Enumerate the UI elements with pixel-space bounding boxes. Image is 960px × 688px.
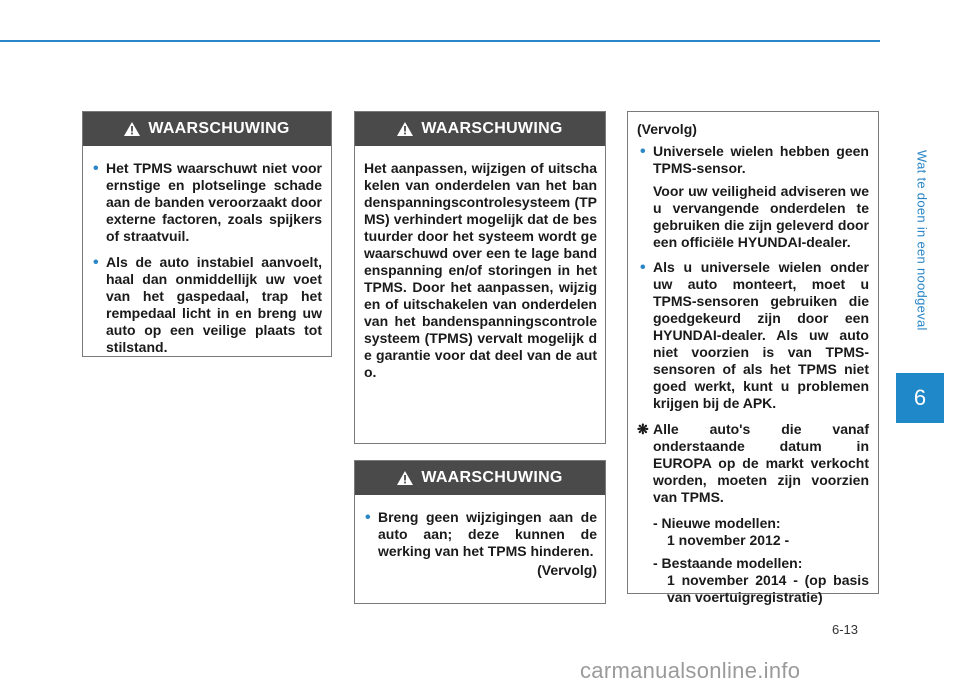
warning-bullet: • Breng geen wijzigingen aan de auto aan; deze kunnen de werking van het TPMS hinderen. <box>362 509 597 560</box>
warning-title: WAARSCHUWING <box>421 120 563 137</box>
warning-title: WAARSCHUWING <box>421 469 563 486</box>
note-item <box>637 421 869 506</box>
section-side-label-text: Wat te doen in een noodgeval <box>914 149 930 331</box>
watermark: carmanualsonline.info <box>580 658 801 683</box>
warning-header <box>83 112 331 146</box>
warning-triangle-icon <box>124 122 140 136</box>
date-value: 1 november 2014 - (op basis van voertuigregistratie) <box>667 572 869 605</box>
warning-bullet: • Het TPMS waarschuwt niet voor ernstige en plotselinge schade aan de banden veroorzaakt door externe factoren, zoals spijkers of straatvuil. <box>90 160 322 245</box>
continued-label: (Vervolg) <box>537 562 597 578</box>
note-text: Alle auto's die vanaf onderstaande datum in EUROPA op de markt verkocht worden, moeten zijn voorzien van TPMS. <box>653 421 869 505</box>
warning-subparagraph: Voor uw veiligheid adviseren we u vervangende onderdelen te gebruiken die zijn geleverd door een officiële HYUNDAI-dealer. <box>653 183 869 250</box>
warning-paragraph: Het aanpassen, wijzigen of uitschakelen van onderdelen van het bandenspanningscontrolesysteem (TPMS) verhindert mogelijk dat de bestuurder door het systeem wordt gewaarschuwd over een te lage bandenspanning en/of storingen in het TPMS. Door het aanpassen, wijzigen of uitschakelen van onderdelen van het bandenspanningscontrolesysteem (TPMS) vervalt mogelijk de garantie voor dat deel van de auto. <box>364 160 597 380</box>
section-side-label <box>902 100 942 380</box>
date-label: - Bestaande modellen: <box>653 555 803 571</box>
page-number: 6-13 <box>832 622 859 637</box>
warning-bullet: • Als u universele wielen onder uw auto monteert, moet u TPMS-sensoren gebruiken die goedgekeurd zijn door een HYUNDAI-dealer. Als uw auto niet voorzien is van TPMS-sensoren of als het TPMS niet goed werkt, kunt u problemen krijgen bij de APK. <box>637 259 869 412</box>
top-divider <box>0 40 880 42</box>
warning-bullet: • Als de auto instabiel aanvoelt, haal dan onmiddellijk uw voet van het gaspedaal, trap het rempedaal licht in en breng uw auto op een veilige plaats tot stilstand. <box>90 254 322 356</box>
chapter-tab[interactable]: 6 <box>896 373 944 423</box>
warning-box-continued <box>627 111 879 605</box>
date-item <box>637 515 869 549</box>
date-label: - Nieuwe modellen: <box>653 515 781 531</box>
date-item <box>637 555 869 606</box>
date-value: 1 november 2012 - <box>667 532 790 548</box>
warning-triangle-icon <box>397 471 413 485</box>
note-mark: ❋ <box>637 421 649 437</box>
warning-header <box>355 461 605 495</box>
continued-label: (Vervolg) <box>637 121 697 137</box>
warning-bullet: • Universele wielen hebben geen TPMS-sensor. <box>637 143 869 177</box>
warning-header <box>355 112 605 146</box>
warning-box-no-modifications <box>354 460 606 604</box>
warning-box-tpms-modification <box>354 111 606 444</box>
warning-title: WAARSCHUWING <box>148 120 290 137</box>
warning-triangle-icon <box>397 122 413 136</box>
warning-box-tpms-limits <box>82 111 332 357</box>
